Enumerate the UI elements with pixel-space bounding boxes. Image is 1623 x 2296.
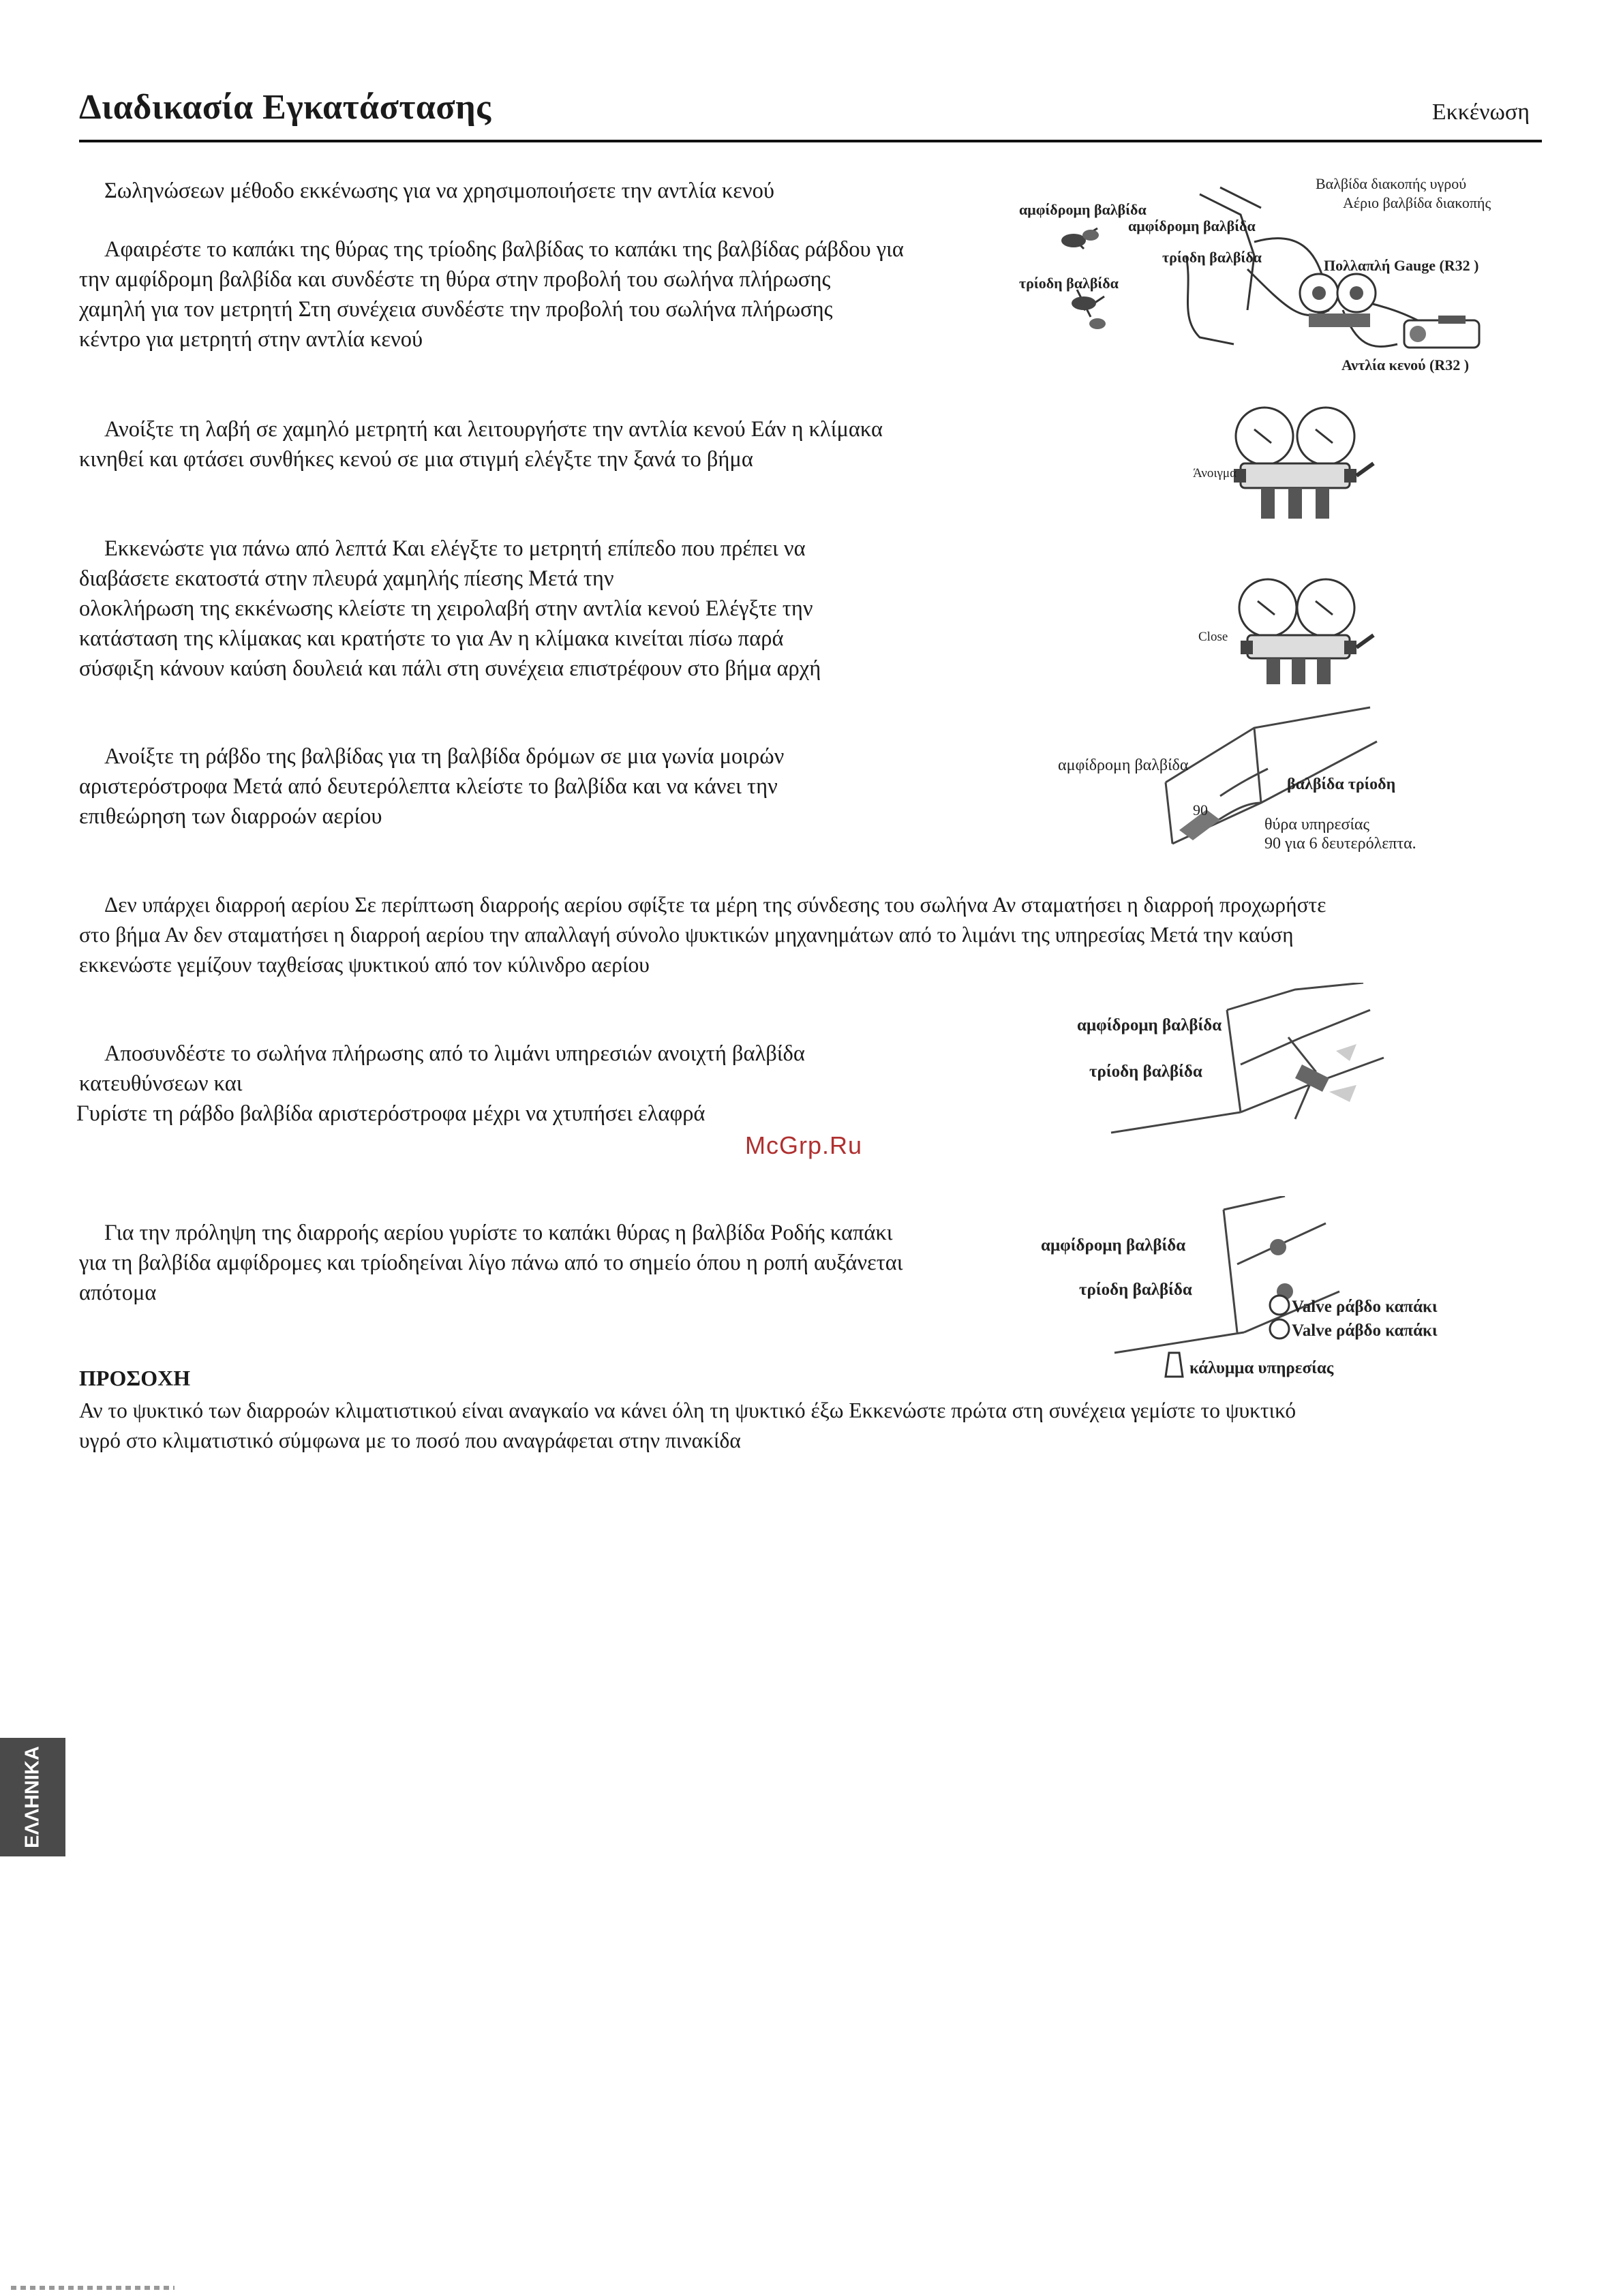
step-5-line: επιθεώρηση των διαρροών αερίου [79,804,382,829]
label-three-way-valve: τρίοδη βαλβίδα [1079,1281,1192,1299]
figure-manifold-close [1186,567,1384,686]
label-valve-cap: Valve ράβδο καπάκι [1292,1321,1438,1340]
step-6-line: Δεν υπάρχει διαρροή αερίου Σε περίπτωση διαρροής αερίου σφίξτε τα μέρη της σύνδεσης του σωλήνα Αν σταματήσει η διαρροή προχωρήστε [104,893,1326,917]
header-divider [79,140,1542,142]
step-2-line: χαμηλή για τον μετρητή Στη συνέχεια συνδέστε την προβολή του σωλήνα πλήρωσης [79,297,833,322]
warning-text [79,1396,1296,1456]
label-two-way-valve: αμφίδρομη βαλβίδα [1041,1236,1186,1255]
step-2-line: Αφαιρέστε το καπάκι της θύρας της τρίοδης βαλβίδας το καπάκι της βαλβίδας ράβδου για [104,237,904,262]
watermark[interactable]: McGrp.Ru [745,1131,863,1159]
language-tab [0,1738,65,1856]
label-three-way-valve: τρίοδη βαλβίδα [1089,1062,1202,1081]
language-tab-label: ΕΛΛΗΝΙΚΑ [21,1746,44,1848]
label-valve-cap: Valve ράβδο καπάκι [1292,1298,1438,1316]
step-7 [76,1039,805,1129]
step-8 [79,1218,903,1308]
step-8-line: απότομα [79,1281,157,1305]
step-1 [104,176,774,206]
step-5-line: αριστερόστροφα Μετά από δευτερόλεπτα κλείστε το βαλβίδα και να κάνει την [79,774,778,799]
step-5-line: Ανοίξτε τη ράβδο της βαλβίδας για τη βαλβίδα δρόμων σε μια γωνία μοιρών [104,744,785,769]
step-8-line: για τη βαλβίδα αμφίδρομες και τρίοδηείναι λίγο πάνω από το σημείο όπου η ροπή αυξάνεται [79,1251,903,1275]
step-3-line: κινηθεί και φτάσει συνθήκες κενού σε μια στιγμή ελέγξτε την ξανά το βήμα [79,447,753,472]
label-two-way-valve: αμφίδρομη βαλβίδα [1077,1016,1222,1035]
step-4-line: διαβάσετε εκατοστά στην πλευρά χαμηλής πίεσης Μετά την [79,566,614,591]
label-three-way-valve: τρίοδη βαλβίδα [1019,275,1119,292]
label-manifold-gauge: Πολλαπλή Gauge (R32 ) [1324,257,1479,274]
step-6-line: εκκενώστε γεμίζουν ταχθείσας ψυκτικού από τον κύλινδρο αερίου [79,953,650,977]
step-4-line: κατάσταση της κλίμακας και κρατήστε το για Αν η κλίμακα κινείται πίσω παρά [79,626,784,651]
step-2-line: κέντρο για μετρητή στην αντλία κενού [79,327,423,352]
step-3 [79,414,883,474]
warning-line: υγρό στο κλιματιστικό σύμφωνα με το ποσό που αναγράφεται στην πινακίδα [79,1428,741,1452]
label-angle: 90 [1193,801,1208,818]
step-5 [79,741,784,831]
step-2 [79,234,904,354]
label-close: Close [1198,630,1228,644]
figure-disconnect [1070,983,1425,1160]
section-label: Εκκένωση [1431,100,1530,125]
bottom-edge-mark [11,2286,175,2290]
label-two-way-valve: αμφίδρομη βαλβίδα [1058,756,1189,774]
step-7-line: κατευθύνσεων και [79,1071,243,1096]
label-open: Άνοιγμα [1193,466,1237,480]
step-7-line: Γυρίστε τη ράβδο βαλβίδα αριστερόστροφα μέχρι να χτυπήσει ελαφρά [76,1101,706,1126]
step-2-line: την αμφίδρομη βαλβίδα και συνδέστε τη θύρα στην προβολή του σωλήνα πλήρωσης [79,267,831,292]
label-vacuum-pump: Αντλία κενού (R32 ) [1341,356,1470,373]
label-service-port: θύρα υπηρεσίας [1264,816,1370,833]
step-7-line: Αποσυνδέστε το σωλήνα πλήρωσης από το λιμάνι υπηρεσιών ανοιχτή βαλβίδα [104,1041,805,1066]
step-4-line: Εκκενώστε για πάνω από λεπτά Και ελέγξτε το μετρητή επίπεδο που πρέπει να [104,536,806,561]
label-three-way-valve: βαλβίδα τρίοδη [1287,776,1396,793]
label-liquid-valve: Βαλβίδα διακοπής υγρού [1316,175,1467,192]
label-gas-valve: Αέριο βαλβίδα διακοπής [1343,194,1491,211]
step-4-line: σύσφιξη κάνουν καύση δουλειά και πάλι στη συνέχεια επιστρέφουν στο βήμα αρχή [79,656,821,681]
label-two-way-valve: αμφίδρομη βαλβίδα [1019,201,1147,218]
warning-line: Αν το ψυκτικό των διαρροών κλιματιστικού είναι αναγκαίο να κάνει όλη τη ψυκτικό έξω Εκκενώστε πρώτα στη συνέχεια γεμίστε το ψυκτικό [79,1398,1296,1422]
step-4-line: ολοκλήρωση της εκκένωσης κλείστε τη χειρολαβή στην αντλία κενού Ελέγξτε την [79,596,813,621]
figure-manifold-open [1186,395,1384,528]
figure-connection-diagram [1016,174,1534,385]
step-3-line: Ανοίξτε τη λαβή σε χαμηλό μετρητή και λειτουργήστε την αντλία κενού Εάν η κλίμακα [104,417,883,442]
warning-title: ΠΡΟΣΟΧΗ [79,1366,191,1390]
step-6-line: στο βήμα Αν δεν σταματήσει η διαρροή αερίου την απαλλαγή σύνολο ψυκτικών μηχανημάτων από το λιμάνι της υπηρεσίας Μετά την καύση [79,923,1294,947]
step-4 [79,534,821,684]
figure-caps [1040,1196,1476,1390]
figure-valve-open [1057,701,1479,864]
page-title: Διαδικασία Εγκατάστασης [79,88,491,127]
step-1-line: Σωληνώσεων μέθοδο εκκένωσης για να χρησιμοποιήσετε την αντλία κενού [104,179,774,203]
label-two-way-valve: αμφίδρομη βαλβίδα [1128,217,1256,234]
label-three-way-valve: τρίοδη βαλβίδα [1162,249,1262,266]
label-open-duration: 90 για 6 δευτερόλεπτα. [1264,835,1416,853]
step-6 [79,890,1326,980]
step-8-line: Για την πρόληψη της διαρροής αερίου γυρίστε το καπάκι θύρας η βαλβίδα Ροδής καπάκι [104,1221,893,1245]
label-service-cap: κάλυμμα υπηρεσίας [1189,1359,1334,1377]
